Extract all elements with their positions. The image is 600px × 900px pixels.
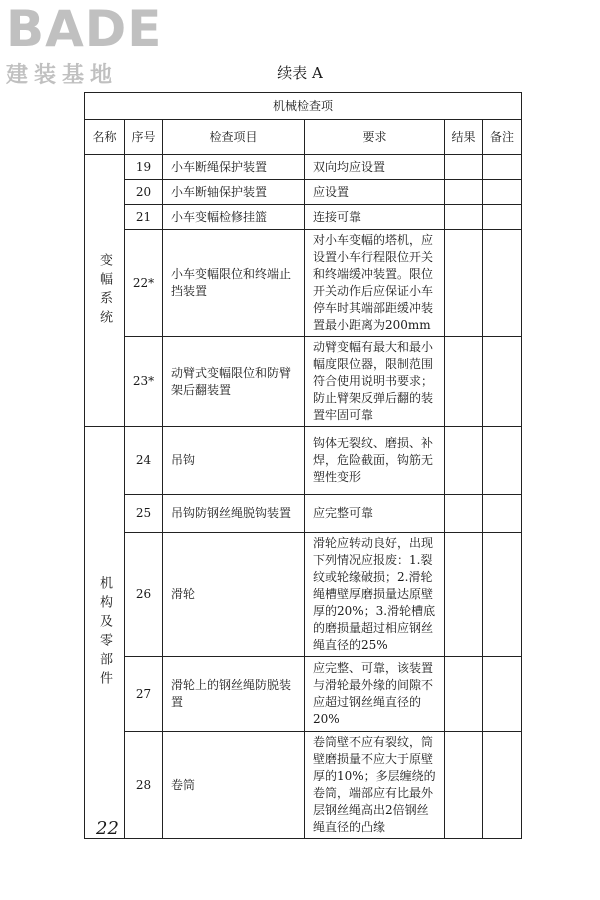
- category-cell: [85, 155, 125, 427]
- header-result: 结果: [445, 120, 483, 155]
- row-number: 27: [125, 657, 163, 732]
- header-number: 序号: [125, 120, 163, 155]
- table-row: [85, 155, 522, 180]
- row-number: 26: [125, 533, 163, 657]
- header-remark: 备注: [483, 120, 522, 155]
- row-requirement: 对小车变幅的塔机，应设置小车行程限位开关和终端缓冲装置。限位开关动作后应保证小车停车时其端部距缓冲装置最小距离为200mm: [305, 230, 445, 337]
- row-number: 25: [125, 495, 163, 533]
- row-remark: [483, 657, 522, 732]
- row-result: [445, 657, 483, 732]
- row-number: 23*: [125, 337, 163, 427]
- row-result: [445, 180, 483, 205]
- row-result: [445, 732, 483, 839]
- row-item: 吊钩: [163, 427, 305, 495]
- row-requirement: 滑轮应转动良好，出现下列情况应报废：1.裂纹或轮缘破损；2.滑轮绳槽壁厚磨损量达原壁厚的20%；3.滑轮槽底的磨损量超过相应钢丝绳直径的25%: [305, 533, 445, 657]
- row-result: [445, 495, 483, 533]
- row-remark: [483, 337, 522, 427]
- table-row: [85, 657, 522, 732]
- row-remark: [483, 205, 522, 230]
- category-label: 机构及零部件: [97, 575, 112, 690]
- row-requirement: 动臂变幅有最大和最小幅度限位器，限制范围符合使用说明书要求；防止臂架反弹后翻的装置牢固可靠: [305, 337, 445, 427]
- table-row: [85, 337, 522, 427]
- row-remark: [483, 230, 522, 337]
- row-requirement: 双向均应设置: [305, 155, 445, 180]
- row-requirement: 应设置: [305, 180, 445, 205]
- row-requirement: 卷筒壁不应有裂纹，筒壁磨损量不应大于原壁厚的10%；多层缠绕的卷筒，端部应有比最外层钢丝绳高出2倍钢丝绳直径的凸缘: [305, 732, 445, 839]
- row-item: 滑轮上的钢丝绳防脱装置: [163, 657, 305, 732]
- page-number: 22: [96, 818, 119, 839]
- table-row: [85, 205, 522, 230]
- row-requirement: 钩体无裂纹、磨损、补焊，危险截面，钩筋无塑性变形: [305, 427, 445, 495]
- page-title: 续表 A: [277, 64, 323, 82]
- header-item: 检查项目: [163, 120, 305, 155]
- logo-subtitle: 建装基地: [6, 63, 119, 88]
- table-row: [85, 427, 522, 495]
- row-item: 小车变幅限位和终端止挡装置: [163, 230, 305, 337]
- row-remark: [483, 533, 522, 657]
- inspection-table: [84, 92, 522, 839]
- row-result: [445, 230, 483, 337]
- row-item: 吊钩防钢丝绳脱钩装置: [163, 495, 305, 533]
- row-result: [445, 533, 483, 657]
- row-remark: [483, 495, 522, 533]
- table-row: [85, 533, 522, 657]
- row-number: 19: [125, 155, 163, 180]
- row-item: 动臂式变幅限位和防臂架后翻装置: [163, 337, 305, 427]
- header-requirement: 要求: [305, 120, 445, 155]
- row-number: 28: [125, 732, 163, 839]
- row-requirement: 应完整、可靠，该装置与滑轮最外缘的间隙不应超过钢丝绳直径的20%: [305, 657, 445, 732]
- row-item: 小车变幅检修挂篮: [163, 205, 305, 230]
- row-result: [445, 155, 483, 180]
- row-remark: [483, 180, 522, 205]
- row-result: [445, 427, 483, 495]
- row-item: 卷筒: [163, 732, 305, 839]
- row-requirement: 应完整可靠: [305, 495, 445, 533]
- row-number: 22*: [125, 230, 163, 337]
- row-result: [445, 205, 483, 230]
- row-remark: [483, 155, 522, 180]
- table-row: [85, 230, 522, 337]
- table-row: [85, 732, 522, 839]
- row-item: 滑轮: [163, 533, 305, 657]
- row-number: 20: [125, 180, 163, 205]
- category-cell: [85, 427, 125, 839]
- row-item: 小车断绳保护装置: [163, 155, 305, 180]
- table-row: [85, 495, 522, 533]
- table-row: [85, 180, 522, 205]
- header-category: 名称: [85, 120, 125, 155]
- logo-wordmark: BADE: [6, 0, 163, 58]
- row-remark: [483, 427, 522, 495]
- row-item: 小车断轴保护装置: [163, 180, 305, 205]
- row-result: [445, 337, 483, 427]
- category-label: 变幅系统: [97, 252, 112, 329]
- row-number: 21: [125, 205, 163, 230]
- row-number: 24: [125, 427, 163, 495]
- table-caption: 机械检查项: [85, 93, 522, 120]
- row-remark: [483, 732, 522, 839]
- row-requirement: 连接可靠: [305, 205, 445, 230]
